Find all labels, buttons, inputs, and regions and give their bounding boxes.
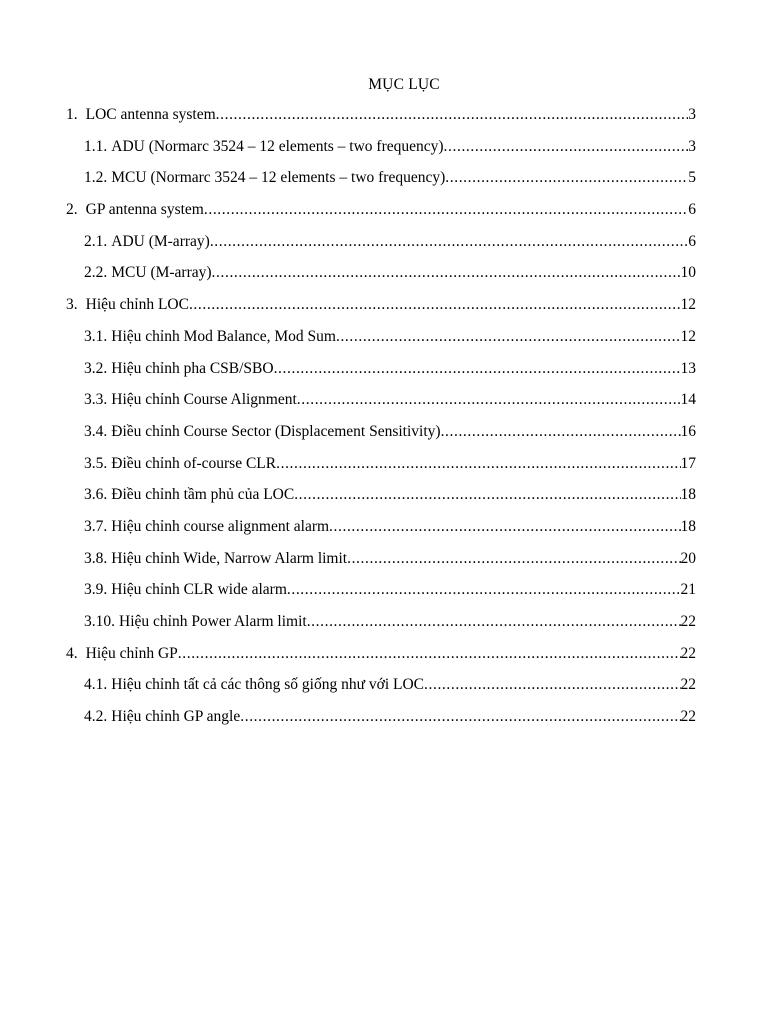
- toc-entry-number: 4.1.: [84, 676, 108, 694]
- toc-entry-number: 1.2.: [84, 169, 108, 187]
- toc-entry[interactable]: [66, 389, 696, 421]
- toc-leader-dots: [178, 643, 681, 665]
- toc-entry-number: 3.9.: [84, 581, 108, 599]
- toc-entry-text: Điều chỉnh Course Sector (Displacement Sensitivity): [111, 422, 441, 440]
- toc-entry-text: GP antenna system: [85, 201, 204, 219]
- toc-entry[interactable]: [66, 326, 696, 358]
- toc-entry[interactable]: [66, 167, 696, 199]
- toc-leader-dots: [240, 706, 680, 728]
- toc-entry-text: Hiệu chỉnh Power Alarm limit: [119, 613, 307, 630]
- toc-entry-text: Điều chỉnh tầm phủ của LOC: [111, 486, 295, 504]
- toc-entry-page: 3: [688, 137, 696, 155]
- toc-entry-number: 3.10.: [84, 613, 115, 630]
- toc-entry[interactable]: [66, 706, 696, 738]
- toc-entry[interactable]: [66, 358, 696, 390]
- toc-entry-text: Hiệu chỉnh Wide, Narrow Alarm limit: [111, 549, 348, 567]
- toc-leader-dots: [347, 548, 680, 570]
- toc-entry[interactable]: [66, 104, 696, 136]
- toc-leader-dots: [441, 421, 681, 443]
- toc-entry-number: 3.5.: [84, 454, 108, 472]
- toc-entry-page: 22: [680, 676, 696, 694]
- toc-entry[interactable]: [66, 262, 696, 294]
- toc-entry-page: 5: [688, 169, 696, 187]
- toc-entry-page: 18: [680, 486, 696, 504]
- toc-leader-dots: [276, 453, 680, 475]
- toc-entry[interactable]: [66, 199, 696, 231]
- toc-entry-text: MCU (Normarc 3524 – 12 elements – two frequency): [111, 169, 446, 187]
- toc-entry-number: 3.2.: [84, 359, 108, 377]
- toc-entry-page: 22: [680, 613, 696, 630]
- toc-leader-dots: [216, 104, 689, 126]
- toc-entry-page: 6: [688, 201, 696, 219]
- table-of-contents: [66, 104, 696, 738]
- toc-entry-number: 3.3.: [84, 391, 108, 409]
- toc-entry-page: 12: [680, 327, 696, 345]
- toc-entry-text: Hiệu chỉnh GP angle: [111, 708, 241, 726]
- toc-entry-text: Hiệu chỉnh CLR wide alarm: [111, 581, 287, 599]
- toc-leader-dots: [210, 231, 688, 253]
- toc-leader-dots: [189, 294, 681, 316]
- toc-leader-dots: [294, 484, 680, 506]
- toc-entry[interactable]: [66, 136, 696, 168]
- toc-entry-text: Hiệu chỉnh LOC: [85, 296, 189, 314]
- toc-entry-page: 21: [680, 581, 696, 599]
- toc-entry[interactable]: [66, 516, 696, 548]
- toc-entry-page: 20: [680, 549, 696, 567]
- toc-entry-number: 1.1.: [84, 137, 108, 155]
- toc-leader-dots: [297, 389, 681, 411]
- toc-leader-dots: [204, 199, 688, 221]
- toc-entry-text: Hiệu chỉnh GP: [85, 644, 178, 662]
- toc-entry-text: ADU (M-array): [111, 232, 210, 250]
- toc-leader-dots: [212, 262, 681, 284]
- toc-entry-number: 3.6.: [84, 486, 108, 504]
- toc-leader-dots: [329, 516, 680, 538]
- toc-entry-page: 16: [680, 422, 696, 440]
- toc-entry-number: 3.8.: [84, 549, 108, 567]
- toc-entry-page: 18: [680, 517, 696, 535]
- toc-entry-page: 17: [680, 454, 696, 472]
- toc-entry-text: LOC antenna system: [85, 106, 216, 123]
- toc-entry-number: 2.1.: [84, 232, 108, 250]
- toc-entry-page: 13: [680, 359, 696, 377]
- toc-leader-dots: [424, 674, 680, 696]
- toc-entry[interactable]: [66, 453, 696, 485]
- toc-entry-number: 3.4.: [84, 422, 108, 440]
- toc-leader-dots: [274, 358, 681, 380]
- toc-entry-number: 4.: [66, 644, 78, 662]
- toc-entry-text: Hiệu chỉnh course alignment alarm: [111, 517, 330, 535]
- toc-entry-number: 3.7.: [84, 517, 108, 535]
- toc-entry[interactable]: [66, 579, 696, 611]
- toc-entry-page: 14: [680, 391, 696, 409]
- toc-entry-page: 6: [688, 232, 696, 250]
- toc-entry-text: ADU (Normarc 3524 – 12 elements – two frequency): [111, 137, 444, 155]
- toc-title: MỤC LỤC: [368, 76, 440, 93]
- toc-leader-dots: [445, 167, 688, 189]
- toc-entry-page: 3: [688, 106, 696, 123]
- toc-entry-text: Hiệu chỉnh pha CSB/SBO: [111, 359, 274, 377]
- toc-entry-number: 2.2.: [84, 264, 108, 282]
- toc-entry-page: 22: [680, 708, 696, 726]
- toc-entry-page: 10: [680, 264, 696, 282]
- toc-entry-number: 3.: [66, 296, 78, 314]
- toc-entry-number: 3.1.: [84, 327, 108, 345]
- toc-entry[interactable]: [66, 421, 696, 453]
- toc-entry[interactable]: [66, 611, 696, 643]
- toc-entry[interactable]: [66, 231, 696, 263]
- toc-entry[interactable]: [66, 674, 696, 706]
- toc-entry-text: Hiệu chỉnh tất cả các thông số giống như với LOC: [111, 676, 425, 694]
- toc-leader-dots: [307, 611, 681, 633]
- toc-entry-text: Hiệu chỉnh Mod Balance, Mod Sum: [111, 327, 336, 345]
- toc-entry-number: 4.2.: [84, 708, 108, 726]
- toc-entry-number: 1.: [66, 106, 78, 123]
- toc-entry[interactable]: [66, 484, 696, 516]
- toc-entry-page: 12: [680, 296, 696, 314]
- toc-entry-page: 22: [680, 644, 696, 662]
- toc-leader-dots: [444, 136, 689, 158]
- toc-entry-text: Hiệu chỉnh Course Alignment: [111, 391, 297, 409]
- toc-entry-text: MCU (M-array): [111, 264, 212, 282]
- toc-entry-text: Điều chỉnh of-course CLR: [111, 454, 277, 472]
- toc-leader-dots: [287, 579, 681, 601]
- toc-entry[interactable]: [66, 294, 696, 326]
- toc-entry-number: 2.: [66, 201, 78, 219]
- toc-entry[interactable]: [66, 643, 696, 675]
- toc-entry[interactable]: [66, 548, 696, 580]
- toc-leader-dots: [336, 326, 681, 348]
